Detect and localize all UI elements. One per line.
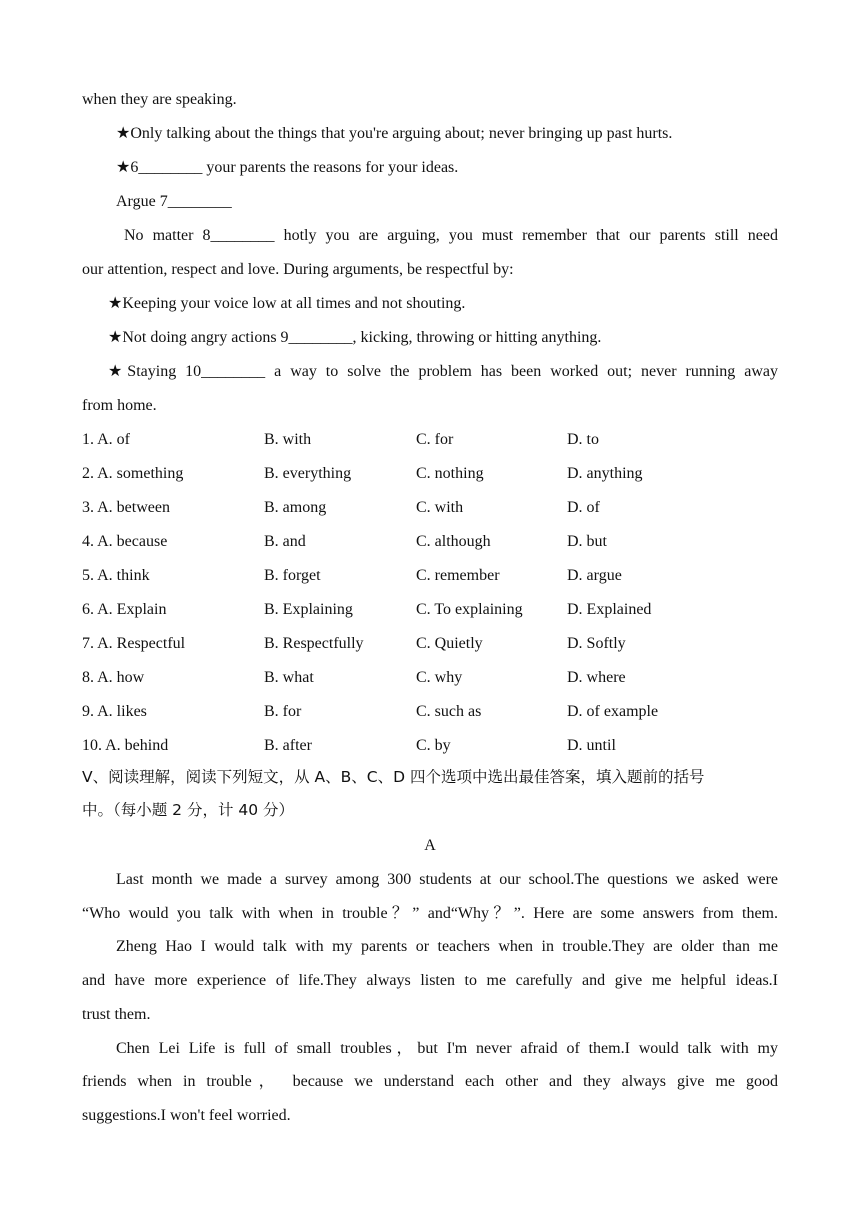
option-c: C. although (416, 533, 491, 550)
option-d: D. Explained (567, 601, 652, 618)
bullet-line: ★6________ your parents the reasons for your ideas. (116, 159, 459, 176)
option-c: C. such as (416, 703, 482, 720)
text-line: from home. (82, 397, 157, 414)
option-c: C. why (416, 669, 463, 686)
option-a: 2. A. something (82, 465, 184, 482)
option-a: 6. A. Explain (82, 601, 167, 618)
passage-line: “Who would you talk with when in trouble？” and“Why？”. Here are some answers from them. (82, 905, 779, 922)
option-c: C. for (416, 431, 454, 448)
option-c: C. remember (416, 567, 500, 584)
option-b: B. everything (264, 465, 352, 482)
option-d: D. to (567, 431, 599, 448)
section-instructions: V、阅读理解，阅读下列短文，从 A、B、C、D 四个选项中选出最佳答案，填入题前的括号 (82, 768, 705, 786)
passage-line: trust them. (82, 1006, 151, 1023)
option-a: 9. A. likes (82, 703, 147, 720)
bullet-line: ★Not doing angry actions 9________, kicking, throwing or hitting anything. (108, 329, 602, 346)
option-c: C. with (416, 499, 464, 516)
option-c: C. by (416, 737, 451, 754)
option-b: B. for (264, 703, 302, 720)
option-b: B. and (264, 533, 306, 550)
text-line: our attention, respect and love. During arguments, be respectful by: (82, 261, 514, 278)
bullet-line: ★Staying 10________ a way to solve the problem has been worked out; never running away (108, 363, 778, 380)
bullet-line: ★Keeping your voice low at all times and not shouting. (108, 295, 466, 312)
passage-line: and have more experience of life.They always listen to me carefully and give me helpful ideas.I (82, 972, 778, 989)
text-line: No matter 8________ hotly you are arguing, you must remember that our parents still need (124, 227, 778, 244)
option-c: C. To explaining (416, 601, 523, 618)
option-b: B. after (264, 737, 312, 754)
option-a: 5. A. think (82, 567, 150, 584)
text-line: when they are speaking. (82, 91, 237, 108)
option-d: D. but (567, 533, 607, 550)
option-b: B. what (264, 669, 314, 686)
option-a: 10. A. behind (82, 737, 169, 754)
option-b: B. Respectfully (264, 635, 364, 652)
option-c: C. nothing (416, 465, 484, 482)
option-d: D. until (567, 737, 616, 754)
option-d: D. Softly (567, 635, 626, 652)
passage-line: friends when in trouble， because we understand each other and they always give me good (82, 1073, 778, 1090)
passage-line: Last month we made a survey among 300 students at our school.The questions we asked were (116, 871, 778, 888)
option-a: 8. A. how (82, 669, 145, 686)
subheading: Argue 7________ (116, 193, 232, 210)
option-d: D. argue (567, 567, 622, 584)
option-a: 4. A. because (82, 533, 168, 550)
option-d: D. of (567, 499, 600, 516)
option-b: B. Explaining (264, 601, 353, 618)
bullet-line: ★Only talking about the things that you're arguing about; never bringing up past hurts. (116, 125, 673, 142)
passage-line: suggestions.I won't feel worried. (82, 1107, 291, 1124)
option-a: 1. A. of (82, 431, 130, 448)
option-a: 3. A. between (82, 499, 170, 516)
option-c: C. Quietly (416, 635, 483, 652)
option-b: B. among (264, 499, 327, 516)
option-b: B. forget (264, 567, 321, 584)
option-b: B. with (264, 431, 312, 448)
passage-line: Chen Lei Life is full of small troubles，but I'm never afraid of them.I would talk with my (116, 1040, 778, 1057)
option-d: D. anything (567, 465, 643, 482)
section-instructions: 中。（每小题 2 分，计 40 分） (82, 801, 295, 819)
passage-line: Zheng Hao I would talk with my parents or teachers when in trouble.They are older than me (116, 938, 778, 955)
passage-heading: A (424, 837, 436, 854)
option-d: D. of example (567, 703, 659, 720)
option-a: 7. A. Respectful (82, 635, 186, 652)
option-d: D. where (567, 669, 626, 686)
